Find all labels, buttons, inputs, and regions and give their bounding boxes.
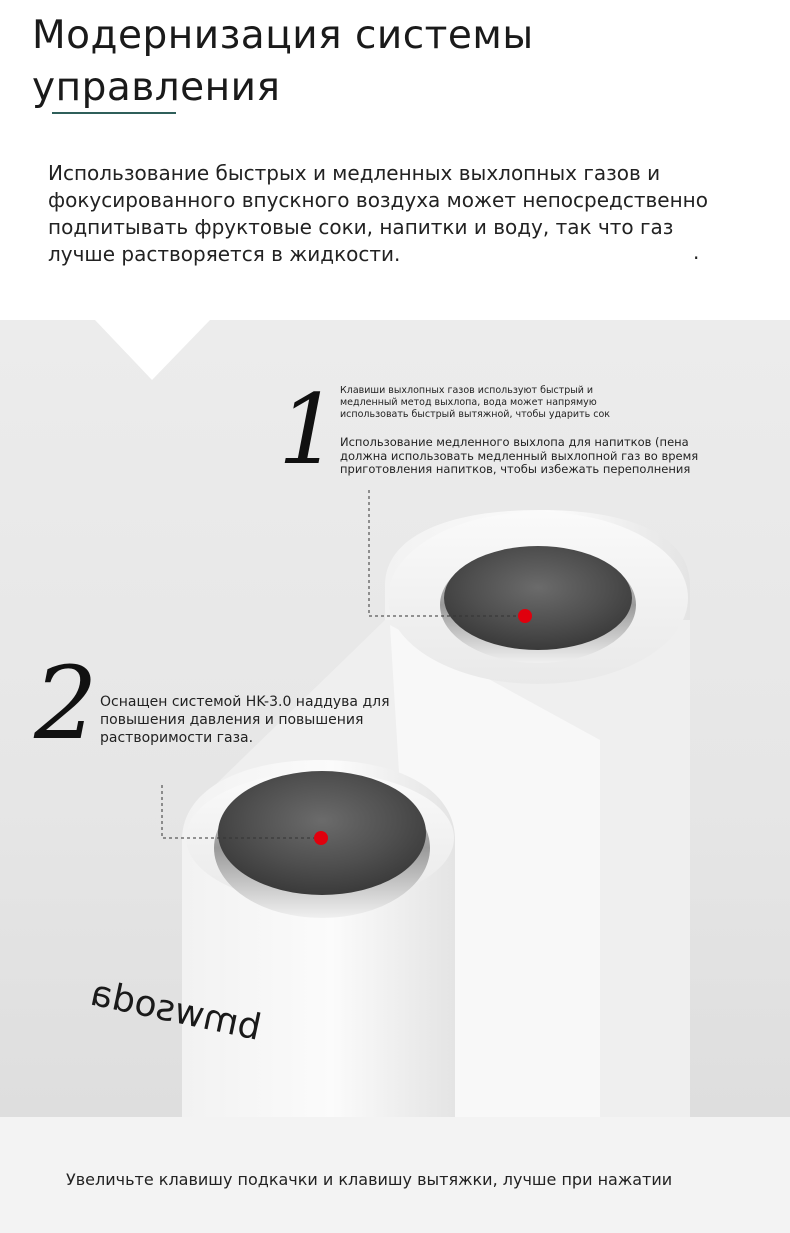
- title-line-2: управления: [32, 65, 281, 110]
- backdrop-notch: [95, 320, 210, 380]
- callout-number-1: 1: [278, 374, 340, 486]
- title-underline: [52, 112, 176, 114]
- intro-paragraph: Использование быстрых и медленных выхлопных газов и фокусированного впускного воздуха может непосредственно подпитывать фруктовые соки, напитки и воду, так что газ лучше растворяется в жидкости.: [48, 161, 708, 266]
- intro-trailing-dot: .: [693, 240, 700, 264]
- marker-dot-1: [518, 609, 532, 623]
- callout-1-note-small: Клавиши выхлопных газов используют быстрый и медленный метод выхлопа, вода может напрямую использовать быстрый вытяжной, чтобы ударить сок: [340, 385, 610, 420]
- title-line-1: Модернизация системы: [32, 13, 534, 58]
- brand-logo: bmwsoda: [86, 972, 265, 1049]
- footer-caption: Увеличьте клавишу подкачки и клавишу вытяжки, лучше при нажатии: [66, 1170, 673, 1189]
- page-title: [32, 10, 534, 114]
- callout-1-note: Использование медленного выхлопа для напитков (пена должна использовать медленный выхлопной газ во время приготовления напитков, чтобы избежать переполнения: [340, 435, 699, 476]
- callout-2-note: Оснащен системой HK-3.0 наддува для повышения давления и повышения растворимости газа.: [100, 694, 390, 746]
- top-button: [444, 546, 632, 650]
- marker-dot-2: [314, 831, 328, 845]
- callout-number-2: 2: [34, 645, 98, 762]
